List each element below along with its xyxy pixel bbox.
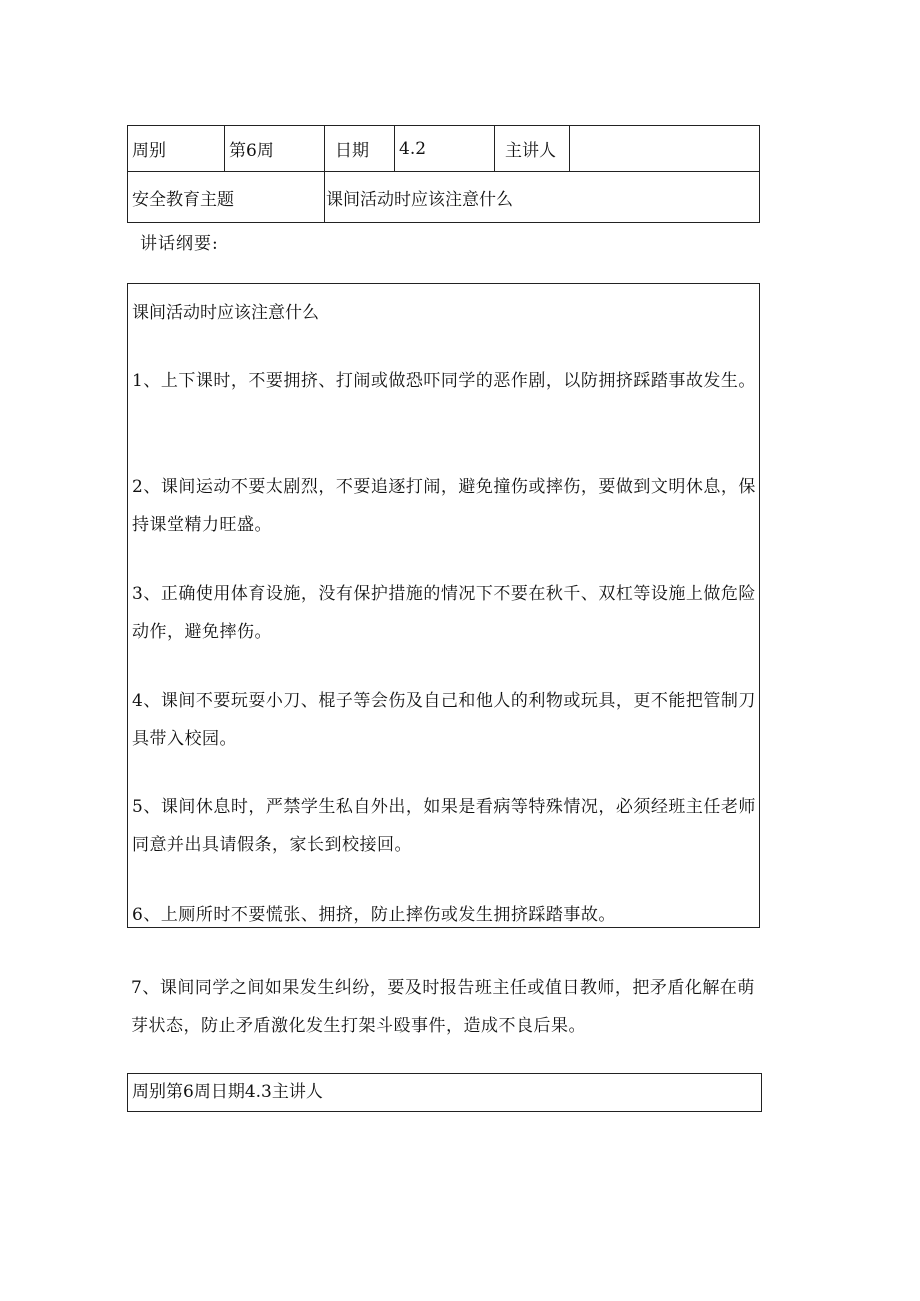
list-item-outside: 7、课间同学之间如果发生纠纷，要及时报告班主任或值日教师，把矛盾化解在萌芽状态，防止矛盾激化发生打架斗殴事件，造成不良后果。 [131,978,755,1036]
week-value: 第6周 [225,126,325,172]
date-value: 4.2 [395,126,495,172]
list-item: 1、上下课时，不要拥挤、打闹或做恐吓同学的恶作剧，以防拥挤踩踏事故发生。 [132,371,756,391]
speaker-label: 主讲人 [495,126,570,172]
list-item: 6、上厕所时不要慌张、拥挤，防止摔伤或发生拥挤踩踏事故。 [132,905,616,925]
content-box [127,283,760,928]
list-item: 3、正确使用体育设施，没有保护措施的情况下不要在秋千、双杠等设施上做危险动作，避免摔伤。 [132,584,756,642]
outline-label: 讲话纲要: [140,234,219,254]
topic-label: 安全教育主题 [128,172,325,223]
list-item: 5、课间休息时，严禁学生私自外出，如果是看病等特殊情况，必须经班主任老师同意并出具请假条，家长到校接回。 [132,797,756,855]
list-item: 2、课间运动不要太剧烈，不要追逐打闹，避免撞伤或摔伤，要做到文明休息，保持课堂精力旺盛。 [132,477,756,535]
week-label: 周别 [128,126,225,172]
lesson-header-table [127,125,760,223]
next-header-row: 周别第6周日期4.3主讲人 [127,1073,762,1112]
date-label: 日期 [325,126,395,172]
speaker-value [570,126,760,172]
list-item: 4、课间不要玩耍小刀、棍子等会伤及自己和他人的利物或玩具，更不能把管制刀具带入校园。 [132,691,756,749]
content-title: 课间活动时应该注意什么 [132,303,319,323]
topic-value: 课间活动时应该注意什么 [325,172,760,223]
